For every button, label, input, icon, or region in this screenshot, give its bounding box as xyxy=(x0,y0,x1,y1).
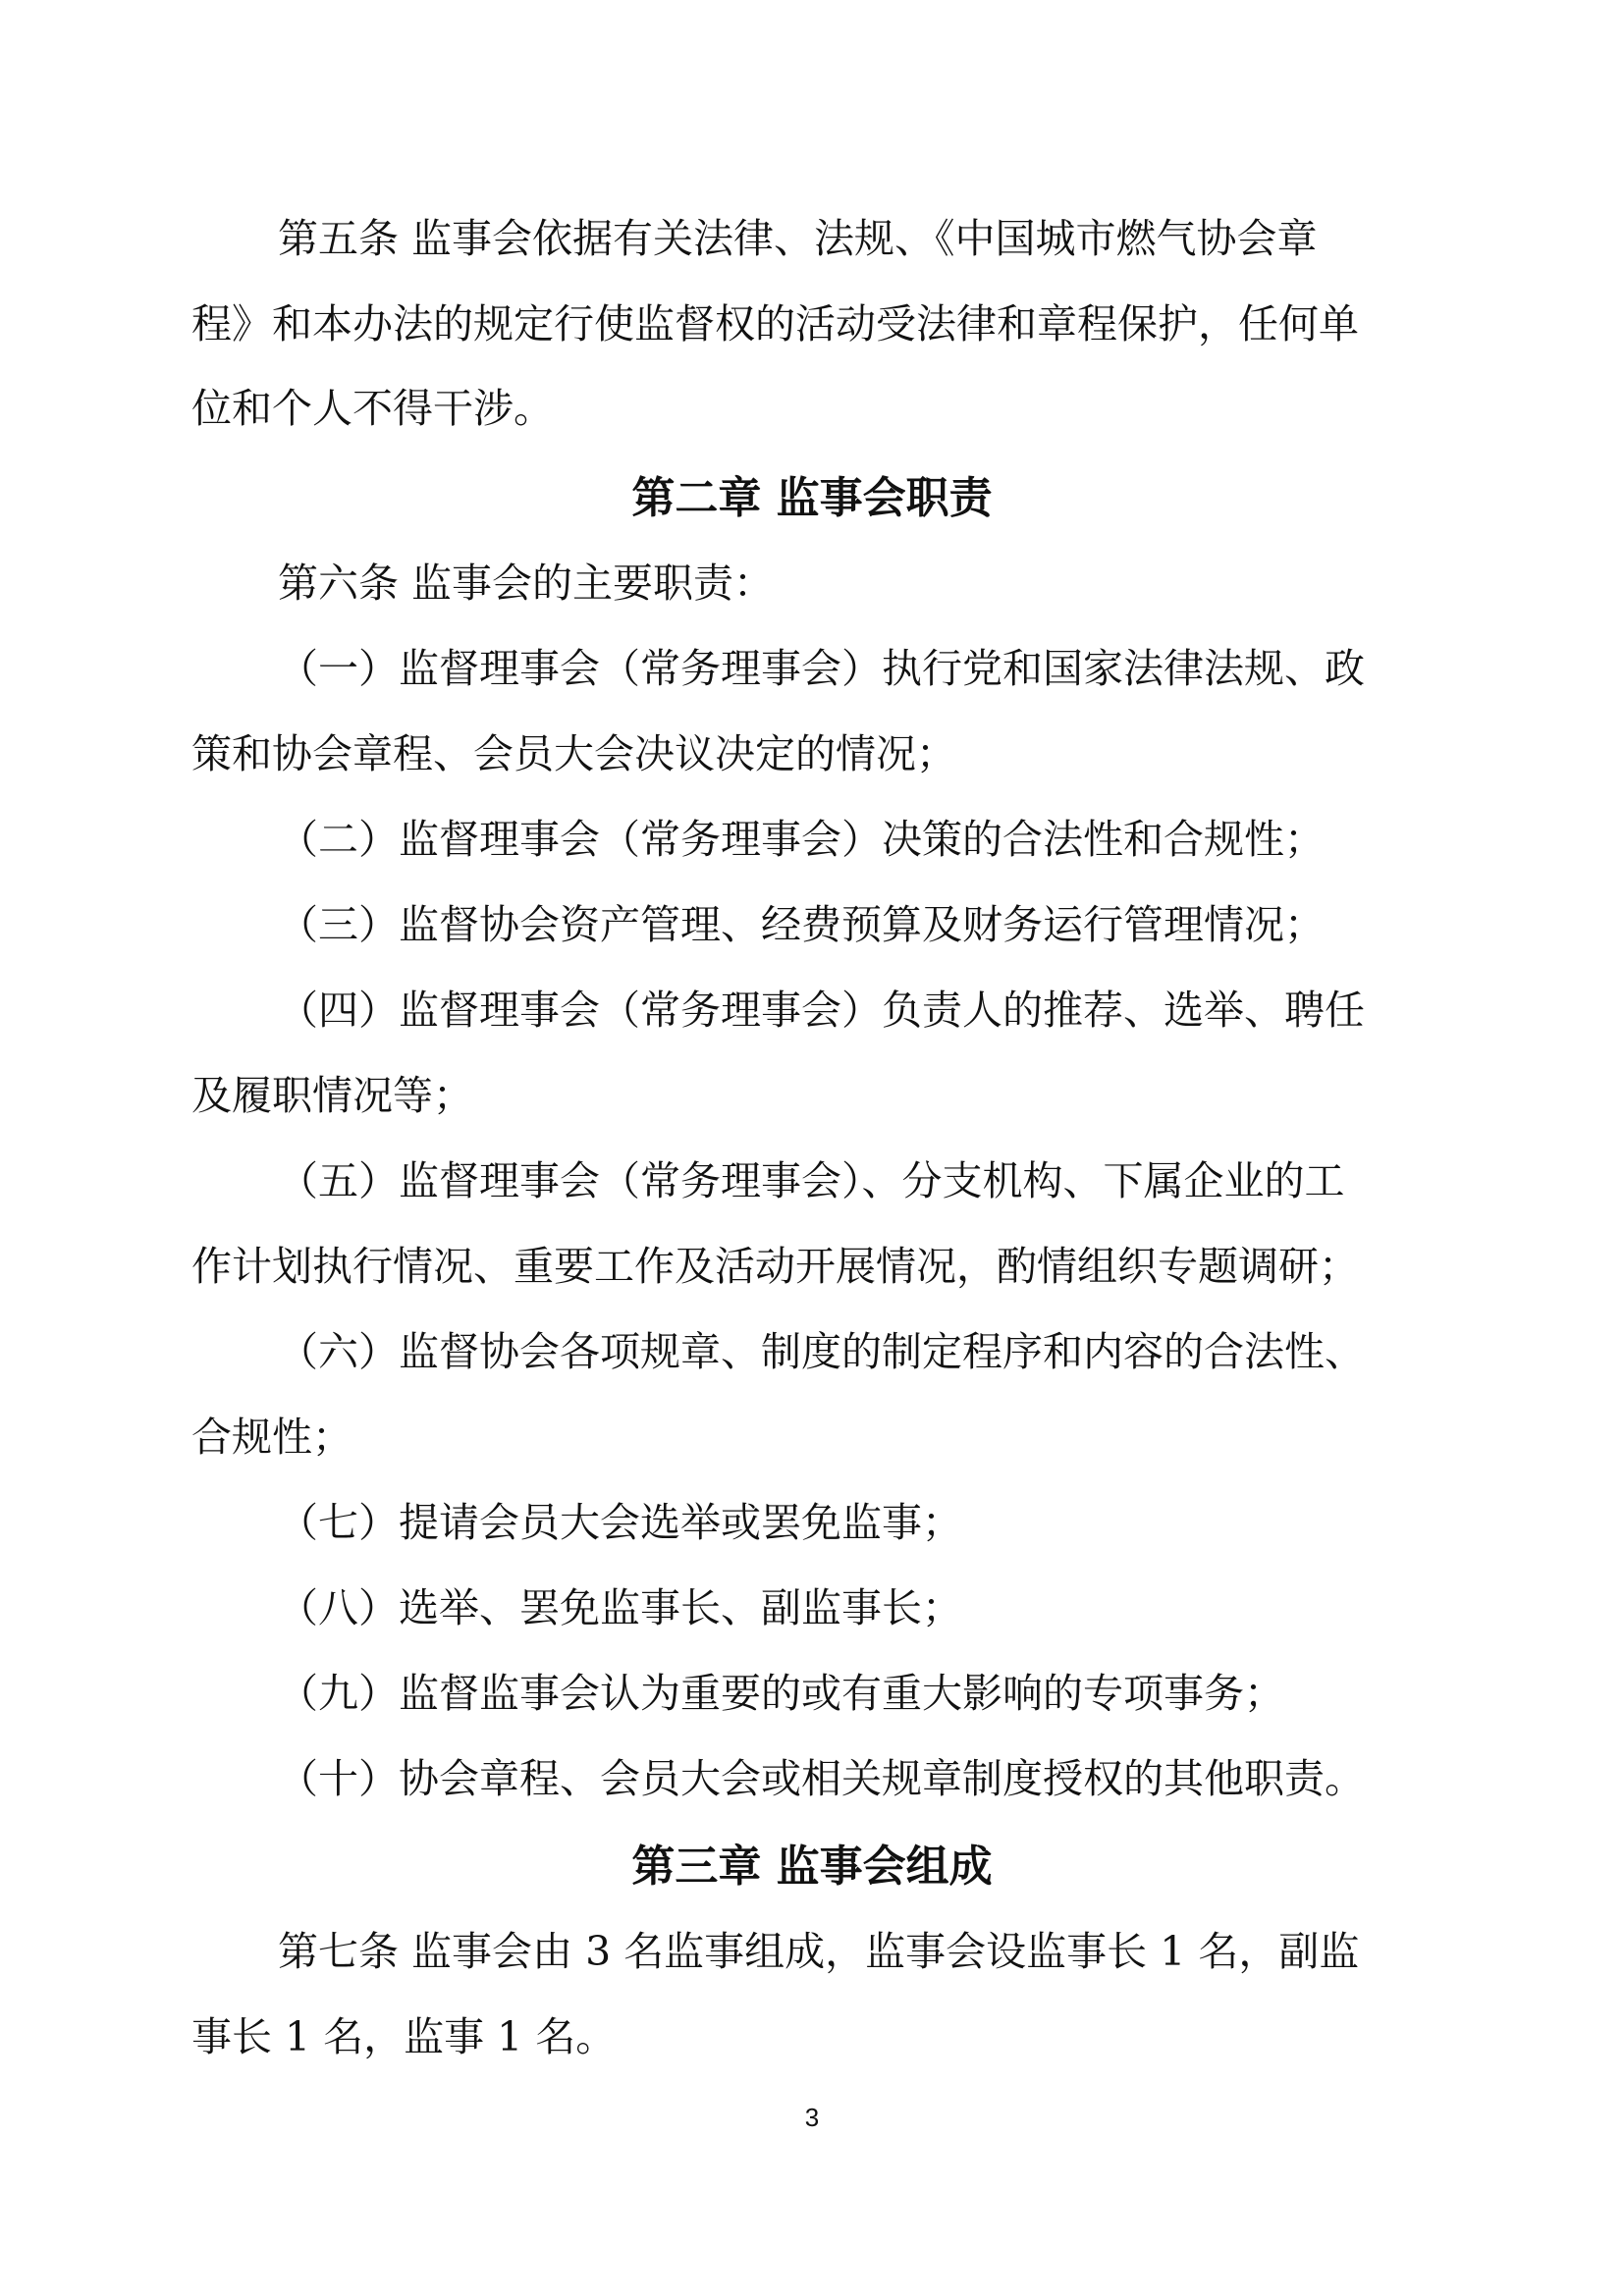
article-7-line-2: 事长 1 名，监事 1 名。 xyxy=(191,2013,617,2060)
article-6-item-1-line-1: （一）监督理事会（常务理事会）执行党和国家法律法规、政 xyxy=(278,645,1365,692)
article-7-line-1: 第七条 监事会由 3 名监事组成，监事会设监事长 1 名，副监 xyxy=(278,1928,1360,1975)
chapter-3-heading: 第三章 监事会组成 xyxy=(631,1842,993,1892)
article-6-item-7: （七）提请会员大会选举或罢免监事； xyxy=(278,1499,962,1546)
article-6-item-3: （三）监督协会资产管理、经费预算及财务运行管理情况； xyxy=(278,901,1325,948)
article-6-item-4-line-1: （四）监督理事会（常务理事会）负责人的推荐、选举、聘任 xyxy=(278,987,1365,1034)
article-6-item-5-line-1: （五）监督理事会（常务理事会）、分支机构、下属企业的工 xyxy=(278,1157,1345,1204)
article-6-item-5-line-2: 作计划执行情况、重要工作及活动开展情况，酌情组织专题调研； xyxy=(191,1243,1359,1290)
article-5-line-3: 位和个人不得干涉。 xyxy=(191,385,554,432)
article-6-item-9: （九）监督监事会认为重要的或有重大影响的专项事务； xyxy=(278,1670,1284,1717)
article-6-item-8: （八）选举、罢免监事长、副监事长； xyxy=(278,1584,962,1631)
article-6-item-6-line-1: （六）监督协会各项规章、制度的制定程序和内容的合法性、 xyxy=(278,1328,1365,1375)
chapter-2-heading: 第二章 监事会职责 xyxy=(631,473,993,523)
article-6-item-1-line-2: 策和协会章程、会员大会决议决定的情况； xyxy=(191,730,956,777)
page-number: 3 xyxy=(804,2103,820,2132)
article-5-line-1: 第五条 监事会依据有关法律、法规、《中国城市燃气协会章 xyxy=(278,215,1318,262)
article-6-item-4-line-2: 及履职情况等； xyxy=(191,1072,473,1119)
article-5-line-2: 程》和本办法的规定行使监督权的活动受法律和章程保护，任何单 xyxy=(191,300,1359,347)
article-6-intro: 第六条 监事会的主要职责： xyxy=(278,560,775,607)
article-6-item-6-line-2: 合规性； xyxy=(191,1414,352,1461)
article-6-item-10: （十）协会章程、会员大会或相关规章制度授权的其他职责。 xyxy=(278,1755,1365,1802)
article-6-item-2: （二）监督理事会（常务理事会）决策的合法性和合规性； xyxy=(278,816,1325,863)
